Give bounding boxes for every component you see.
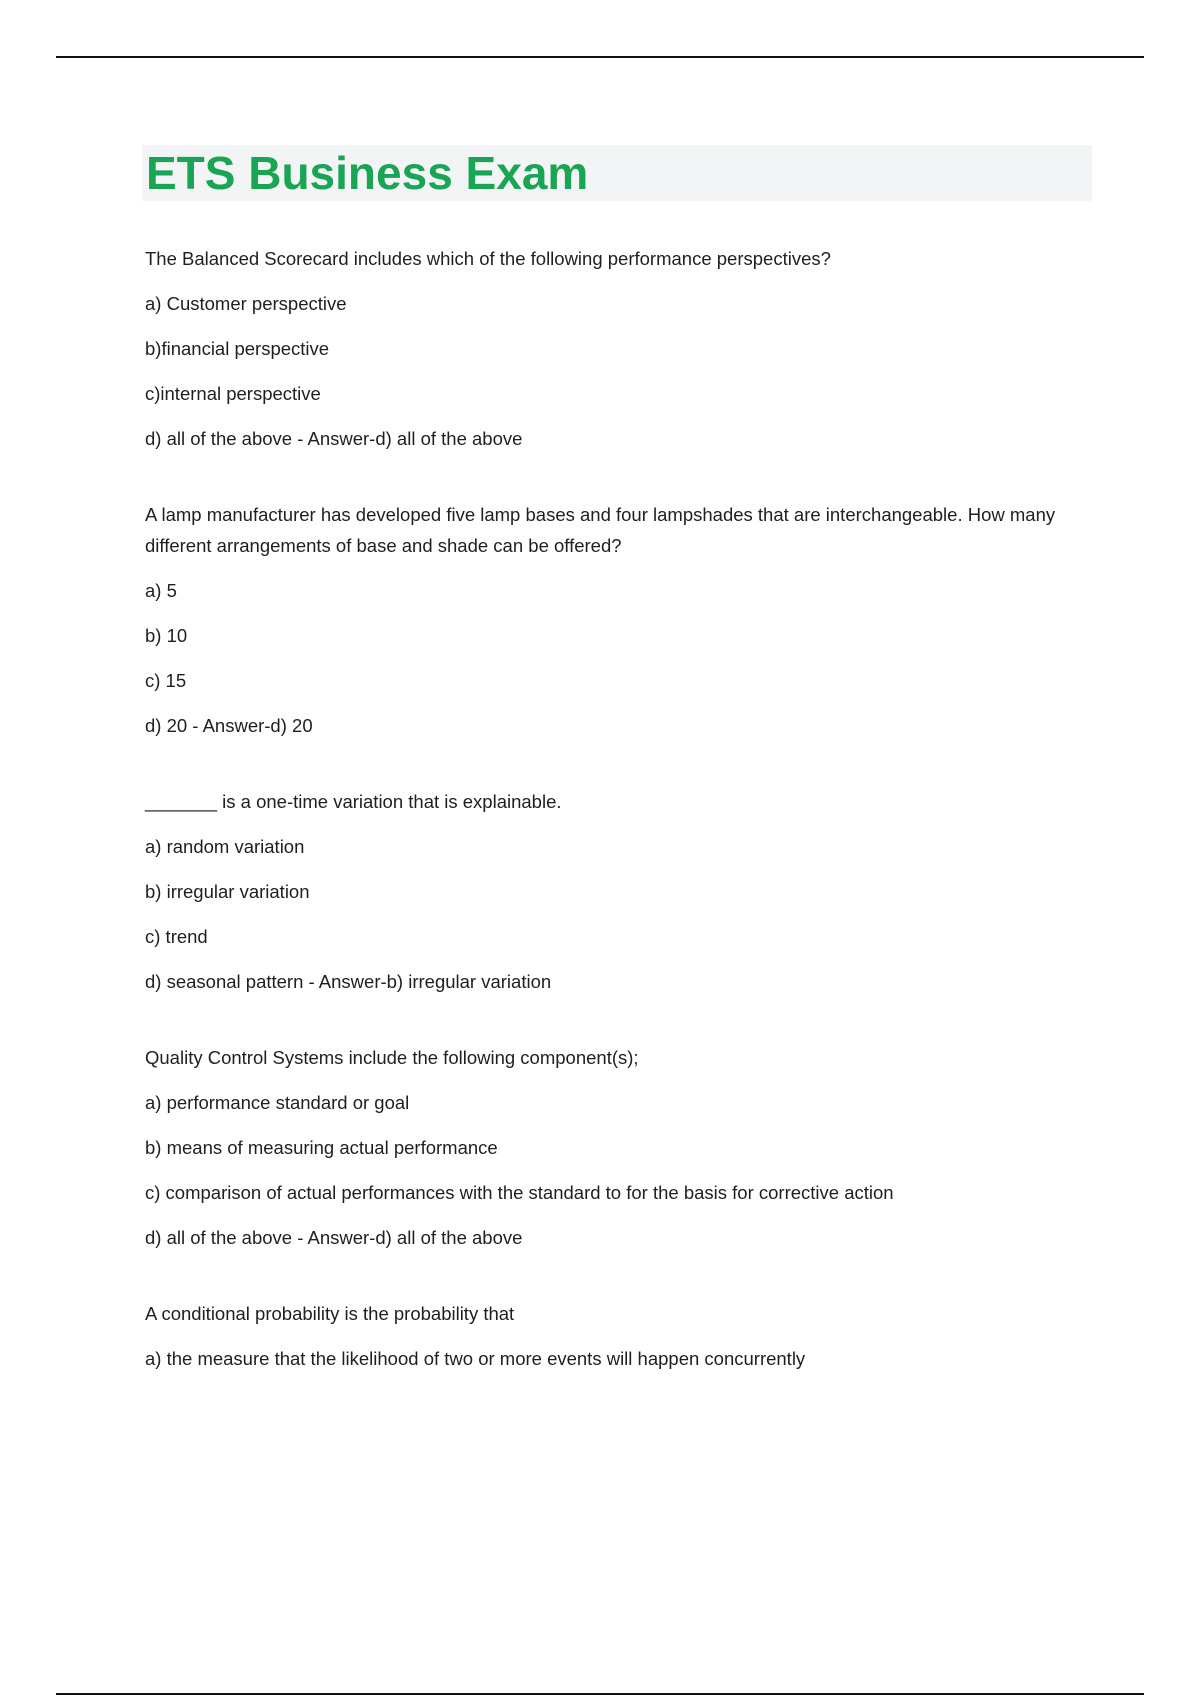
option-d-answer: d) 20 - Answer-d) 20 bbox=[145, 715, 313, 736]
option-a: a) Customer perspective bbox=[145, 293, 347, 314]
option-a: a) random variation bbox=[145, 836, 305, 857]
option-b: b) irregular variation bbox=[145, 881, 310, 902]
question-text: The Balanced Scorecard includes which of the following performance perspectives? bbox=[145, 248, 831, 269]
question-block-5 bbox=[145, 1298, 1095, 1374]
question-text: A conditional probability is the probability that bbox=[145, 1303, 515, 1324]
question-text: A lamp manufacturer has developed five lamp bases and four lampshades that are interchangeable. How many different arrangements of base and shade can be offered? bbox=[145, 504, 1056, 556]
question-block-2 bbox=[145, 499, 1095, 741]
question-text: Quality Control Systems include the following component(s); bbox=[145, 1047, 639, 1068]
question-block-3 bbox=[145, 786, 1095, 997]
option-a: a) the measure that the likelihood of two or more events will happen concurrently bbox=[145, 1348, 806, 1369]
option-c: c) trend bbox=[145, 926, 208, 947]
option-b: b)financial perspective bbox=[145, 338, 330, 359]
option-d-answer: d) all of the above - Answer-d) all of the above bbox=[145, 428, 523, 449]
question-text: _______ is a one-time variation that is explainable. bbox=[145, 791, 562, 812]
document-title: ETS Business Exam bbox=[146, 147, 589, 199]
option-a: a) 5 bbox=[145, 580, 177, 601]
option-d-answer: d) seasonal pattern - Answer-b) irregular variation bbox=[145, 971, 552, 992]
option-c: c)internal perspective bbox=[145, 383, 321, 404]
option-d-answer: d) all of the above - Answer-d) all of the above bbox=[145, 1227, 523, 1248]
option-b: b) means of measuring actual performance bbox=[145, 1137, 498, 1158]
question-block-1 bbox=[145, 243, 1095, 454]
option-c: c) 15 bbox=[145, 670, 187, 691]
option-a: a) performance standard or goal bbox=[145, 1092, 410, 1113]
bottom-rule bbox=[56, 1693, 1144, 1695]
top-rule bbox=[56, 56, 1144, 58]
document-body bbox=[145, 243, 1095, 1419]
option-b: b) 10 bbox=[145, 625, 188, 646]
question-block-4 bbox=[145, 1042, 1095, 1253]
option-c: c) comparison of actual performances with the standard to for the basis for corrective action bbox=[145, 1182, 894, 1203]
